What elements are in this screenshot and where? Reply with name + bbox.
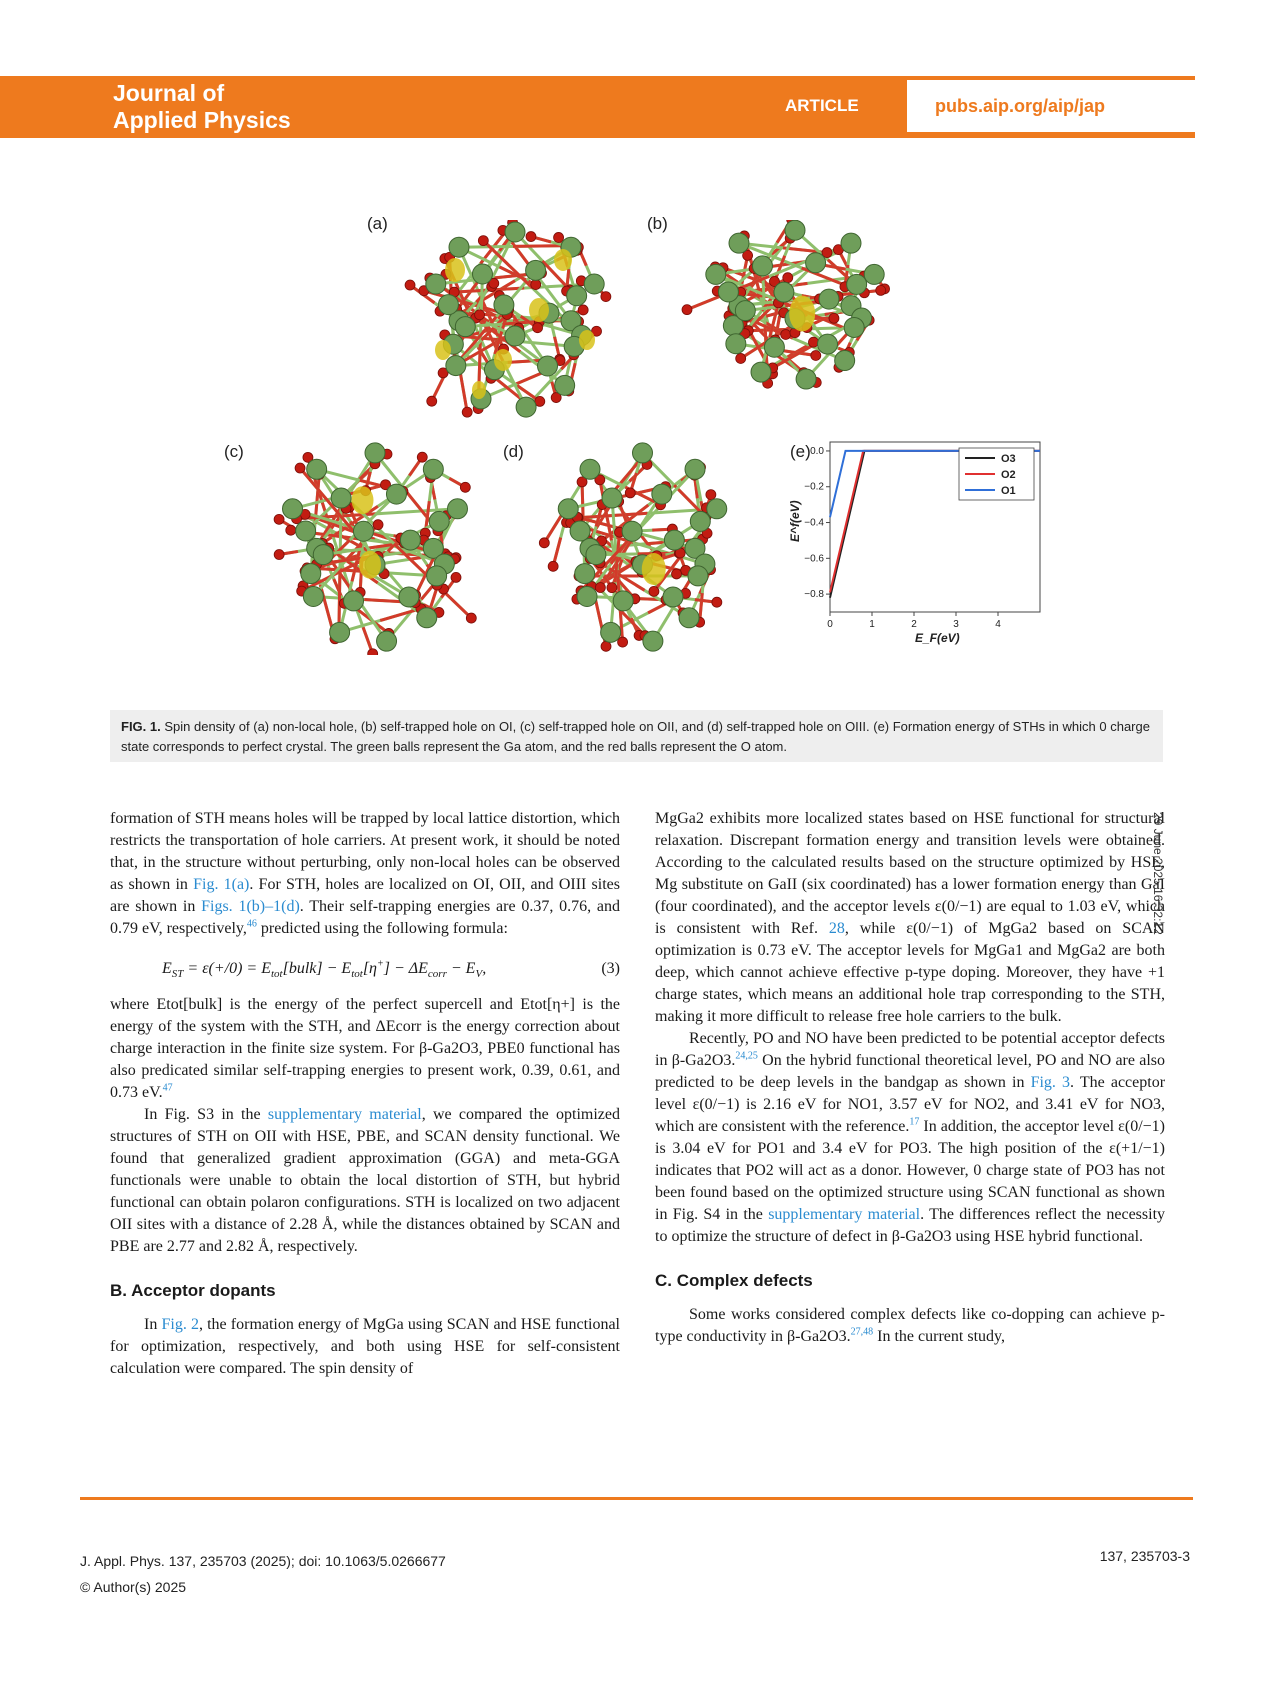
spin-density-lobe xyxy=(529,298,549,322)
panel-label-c: (c) xyxy=(224,442,244,461)
gallium-atom xyxy=(735,301,755,321)
section-heading-c: C. Complex defects xyxy=(655,1271,813,1290)
oxygen-atom xyxy=(808,337,818,347)
y-tick-label: 0.0 xyxy=(810,445,824,457)
paragraph: MgGa2 exhibits more localized states based on HSE functional for structural relaxation. Discrepant formation energy and transition levels were obtained. According to the calculated results based on the structure optimized by HSE, Mg substitute on GaII (six coordinated) has a lower formation energy than GaI (four coordinated), and the acceptor levels ε(0/−1) are equal to 1.03 eV, which is consistent with Ref. 28, while ε(0/−1) of MgGa2 based on SCAN optimization is 0.73 eV. The acceptor levels for MgGa1 and MgGa2 are both deep, which cannot achieve effective p-type doping. Moreover, they have +1 charge states, which means an additional hole trap corresponding to the STH, making it more difficult to release free hole carriers to the bulk. xyxy=(655,810,1165,1025)
oxygen-atom xyxy=(706,490,716,500)
gallium-atom xyxy=(835,351,855,371)
legend-label: O3 xyxy=(1001,453,1016,465)
gallium-atom xyxy=(400,530,420,550)
gallium-atom xyxy=(423,459,443,479)
oxygen-atom xyxy=(811,350,821,360)
footer-rule xyxy=(80,1497,1193,1500)
gallium-atom xyxy=(864,264,884,284)
oxygen-atom xyxy=(373,520,383,530)
crystal-structure-c xyxy=(250,440,500,655)
gallium-atom xyxy=(785,220,805,240)
gallium-atom xyxy=(707,499,727,519)
y-tick-label: −0.2 xyxy=(804,481,824,493)
oxygen-atom xyxy=(295,463,305,473)
y-tick-label: −0.8 xyxy=(804,589,824,601)
ref-link[interactable]: 47 xyxy=(162,1082,173,1094)
panel-label-a: (a) xyxy=(367,214,388,233)
gallium-atom xyxy=(844,317,864,337)
ref-link[interactable]: 46 xyxy=(246,918,257,930)
ref-link[interactable]: 17 xyxy=(909,1116,920,1128)
gallium-atom xyxy=(602,488,622,508)
x-tick-label: 4 xyxy=(995,619,1001,630)
copyright: © Author(s) 2025 xyxy=(80,1579,187,1595)
oxygen-atom xyxy=(531,280,541,290)
crystal-structure-b xyxy=(675,220,915,390)
gallium-atom xyxy=(505,326,525,346)
gallium-atom xyxy=(472,264,492,284)
oxygen-atom xyxy=(417,452,427,462)
oxygen-atom xyxy=(462,407,472,417)
spin-density-lobe xyxy=(579,330,595,350)
spin-density-lobe xyxy=(352,486,374,514)
formation-energy-chart xyxy=(785,432,1065,692)
figure-caption xyxy=(121,717,1156,757)
gallium-atom xyxy=(601,622,621,642)
gallium-atom xyxy=(448,499,468,519)
fig-link[interactable]: Fig. 3 xyxy=(1030,1074,1071,1091)
gallium-atom xyxy=(313,545,333,565)
gallium-atom xyxy=(774,282,794,302)
gallium-atom xyxy=(555,375,575,395)
fig-link[interactable]: Figs. 1(b)–1(d) xyxy=(201,898,300,915)
spin-density-lobe xyxy=(554,249,572,271)
oxygen-atom xyxy=(286,525,296,535)
legend-label: O2 xyxy=(1001,469,1016,481)
gallium-atom xyxy=(847,274,867,294)
crystal-structure-a xyxy=(395,220,635,420)
gallium-atom xyxy=(796,369,816,389)
gallium-atom xyxy=(643,631,663,651)
oxygen-atom xyxy=(427,396,437,406)
gallium-atom xyxy=(818,334,838,354)
gallium-atom xyxy=(726,334,746,354)
download-timestamp: 29 June 2025 16:32:12 xyxy=(1151,812,1165,935)
gallium-atom xyxy=(663,587,683,607)
ref-link[interactable]: 28 xyxy=(828,920,845,937)
oxygen-atom xyxy=(274,514,284,524)
ref-link[interactable]: 27,48 xyxy=(850,1326,874,1338)
caption-text: Spin density of (a) non-local hole, (b) self-trapped hole on OI, (c) self-trapped hole on OII, and (d) self-trapped hole on OIII. (e) Formation energy of STHs in which 0 charge state corresponds to perfect crystal. The green balls represent the Ga atom, and the red balls represent the O atom. xyxy=(121,719,1150,754)
paragraph: Recently, PO and NO have been predicted to be potential acceptor defects in β-Ga2O3.$^{24,25}$ On the hybrid functional theoretical level, PO and NO are also predicted to be deep levels in the bandgap as shown in Fig. 3. The acceptor level ε(0/−1) is 2.16 eV for NO1, 3.57 eV for NO2, and 3.41 eV for NO3, which are consistent with the reference.$^{17}$ In addition, the acceptor level ε(0/−1) is 3.04 eV for PO1 and 3.4 eV for PO3. The high position of the ε(+1/−1) indicates that PO2 will act as a donor. However, 0 charge state of PO3 has not been found based on the optimized structure using SCAN functional as shown in Fig. S4 in the supplementary material. The differences reflect the necessity to optimize the structure of defect in β-Ga2O3 using HSE hybrid functional. xyxy=(655,1030,1166,1245)
paragraph: where Etot[bulk] is the energy of the perfect supercell and Etot[η+] is the energy of the system with the STH, and ΔEcorr is the energy correction about charge interaction in the finite size system. For β-Ga2O3, PBE0 functional has also predicated similar self-trapping energies to present work, 0.39, 0.61, and 0.73 eV.$^{47}$ xyxy=(110,996,620,1101)
gallium-atom xyxy=(438,295,458,315)
spin-density-lobe xyxy=(435,340,451,360)
gallium-atom xyxy=(344,591,364,611)
oxygen-atom xyxy=(625,488,635,498)
oxygen-atom xyxy=(460,482,470,492)
gallium-atom xyxy=(575,564,595,584)
gallium-atom xyxy=(764,337,784,357)
gallium-atom xyxy=(652,484,672,504)
gallium-atom xyxy=(494,295,514,315)
x-tick-label: 2 xyxy=(911,619,917,630)
right-column xyxy=(655,808,1165,1348)
paragraph: Some works considered complex defects like co-dopping can achieve p-type conductivity in β-Ga2O3.$^{27,48}$ In the current study, xyxy=(655,1306,1165,1345)
gallium-atom xyxy=(633,443,653,463)
spin-density-lobe xyxy=(642,553,666,585)
gallium-atom xyxy=(558,499,578,519)
oxygen-atom xyxy=(548,561,558,571)
gallium-atom xyxy=(841,233,861,253)
oxygen-atom xyxy=(368,649,378,655)
gallium-atom xyxy=(386,484,406,504)
gallium-atom xyxy=(570,521,590,541)
section-heading-b: B. Acceptor dopants xyxy=(110,1281,276,1300)
gallium-atom xyxy=(301,564,321,584)
ref-link[interactable]: 24,25 xyxy=(735,1050,758,1062)
equation-number: (3) xyxy=(601,960,620,977)
gallium-atom xyxy=(690,511,710,531)
oxygen-atom xyxy=(478,236,488,246)
y-tick-label: −0.4 xyxy=(804,517,824,529)
y-axis-label: E^f(eV) xyxy=(788,500,802,542)
gallium-atom xyxy=(622,521,642,541)
fig-link[interactable]: Fig. 2 xyxy=(161,1316,199,1333)
gallium-atom xyxy=(399,587,419,607)
gallium-atom xyxy=(331,488,351,508)
gallium-atom xyxy=(679,608,699,628)
oxygen-atom xyxy=(618,637,628,647)
gallium-atom xyxy=(365,443,385,463)
gallium-atom xyxy=(729,233,749,253)
equation-3: $E_{ST} = \varepsilon(+/0)$ = $E_{tot}[bulk] - E_{tot}[\eta^+] - \Delta E_{corr} - E_V$, (3) xyxy=(162,958,620,981)
oxygen-atom xyxy=(533,323,543,333)
oxygen-atom xyxy=(682,305,692,315)
oxygen-atom xyxy=(607,583,617,593)
gallium-atom xyxy=(819,289,839,309)
oxygen-atom xyxy=(475,310,485,320)
oxygen-atom xyxy=(876,285,886,295)
oxygen-atom xyxy=(783,273,793,283)
oxygen-atom xyxy=(539,538,549,548)
gallium-atom xyxy=(567,286,587,306)
oxygen-atom xyxy=(781,329,791,339)
paragraph: formation of STH means holes will be trapped by local lattice distortion, which restricts the transportation of hole carriers. At present work, it should be noted that, in the structure without perturbing, only non-local holes can be observed as shown in Fig. 1(a). For STH, holes are localized on OI, OII, and OIII sites are shown in Figs. 1(b)–1(d). Their self-trapping energies are 0.37, 0.76, and 0.79 eV, respectively,$^{46}$ predicted using the following formula: xyxy=(110,810,620,937)
supplementary-link[interactable]: supplementary material xyxy=(267,1106,422,1123)
gallium-atom xyxy=(685,459,705,479)
oxygen-atom xyxy=(578,305,588,315)
gallium-atom xyxy=(538,356,558,376)
gallium-atom xyxy=(586,545,606,565)
y-tick-label: −0.6 xyxy=(804,553,824,565)
gallium-atom xyxy=(427,566,447,586)
page-number: 137, 235703-3 xyxy=(1099,1548,1190,1564)
oxygen-atom xyxy=(736,353,746,363)
x-tick-label: 1 xyxy=(869,619,875,630)
gallium-atom xyxy=(752,256,772,276)
crystal-structure-d xyxy=(530,440,755,655)
gallium-atom xyxy=(664,530,684,550)
spin-density-lobe xyxy=(472,381,486,399)
oxygen-atom xyxy=(829,313,839,323)
paragraph: In Fig. S3 in the supplementary material, we compared the optimized structures of STH on OII with HSE, PBE, and SCAN density functional. We found that generalized gradient approximation (GGA) and meta-GGA functionals were unable to obtain the local distortion of STH, but hybrid functional can obtain polaron configurations. STH is localized on two adjacent OII sites with a distance of 2.28 Å, while the distances obtained by SCAN and PBE are 2.77 and 2.82 Å, respectively. xyxy=(110,1106,621,1255)
gallium-atom xyxy=(353,521,373,541)
spin-density-lobe xyxy=(445,258,465,282)
journal-url-link[interactable]: pubs.aip.org/aip/jap xyxy=(935,96,1106,116)
gallium-atom xyxy=(307,459,327,479)
gallium-atom xyxy=(706,264,726,284)
gallium-atom xyxy=(688,566,708,586)
caption-label: FIG. 1. xyxy=(121,719,161,734)
spin-density-lobe xyxy=(789,296,815,332)
figure-1 xyxy=(0,200,1275,700)
x-axis-label: E_F(eV) xyxy=(915,631,960,645)
spin-density-lobe xyxy=(359,551,381,579)
gallium-atom xyxy=(429,511,449,531)
gallium-atom xyxy=(584,274,604,294)
oxygen-atom xyxy=(466,613,476,623)
gallium-atom xyxy=(580,459,600,479)
gallium-atom xyxy=(303,587,323,607)
panel-label-b: (b) xyxy=(647,214,668,233)
oxygen-atom xyxy=(712,597,722,607)
panel-label-d: (d) xyxy=(503,442,524,461)
x-tick-label: 3 xyxy=(953,619,959,630)
gallium-atom xyxy=(455,317,475,337)
gallium-atom xyxy=(751,362,771,382)
bond xyxy=(513,246,567,247)
oxygen-atom xyxy=(451,572,461,582)
spin-density-lobe xyxy=(494,349,512,371)
gallium-atom xyxy=(505,222,525,242)
legend-label: O1 xyxy=(1001,485,1016,497)
oxygen-atom xyxy=(595,583,605,593)
journal-title-line2: Applied Physics xyxy=(113,107,291,133)
gallium-atom xyxy=(449,237,469,257)
gallium-atom xyxy=(377,631,397,651)
journal-title-line1: Journal of xyxy=(113,80,225,106)
gallium-atom xyxy=(446,356,466,376)
panel-label-e: (e) xyxy=(790,442,811,461)
oxygen-atom xyxy=(554,232,564,242)
gallium-atom xyxy=(283,499,303,519)
journal-title xyxy=(113,80,291,134)
oxygen-atom xyxy=(601,292,611,302)
gallium-atom xyxy=(526,260,546,280)
left-column xyxy=(110,808,620,1380)
oxygen-atom xyxy=(649,586,659,596)
oxygen-atom xyxy=(672,569,682,579)
gallium-atom xyxy=(426,274,446,294)
oxygen-atom xyxy=(601,641,611,651)
article-type-label: ARTICLE xyxy=(785,96,859,115)
gallium-atom xyxy=(296,521,316,541)
gallium-atom xyxy=(577,587,597,607)
fig-link[interactable]: Fig. 1(a) xyxy=(193,876,250,893)
supplementary-link[interactable]: supplementary material xyxy=(768,1206,921,1223)
paragraph: In Fig. 2, the formation energy of MgGa using SCAN and HSE functional for optimization, respectively, and both using HSE for self-consistent calculation were compared. The spin density of xyxy=(110,1316,620,1377)
oxygen-atom xyxy=(526,232,536,242)
oxygen-atom xyxy=(405,280,415,290)
gallium-atom xyxy=(613,591,633,611)
citation: J. Appl. Phys. 137, 235703 (2025); doi: 10.1063/5.0266677 xyxy=(80,1553,446,1569)
footer-left xyxy=(80,1548,446,1600)
gallium-atom xyxy=(806,253,826,273)
gallium-atom xyxy=(718,282,738,302)
gallium-atom xyxy=(516,397,536,417)
gallium-atom xyxy=(330,622,350,642)
x-tick-label: 0 xyxy=(827,619,833,630)
oxygen-atom xyxy=(274,550,284,560)
gallium-atom xyxy=(417,608,437,628)
